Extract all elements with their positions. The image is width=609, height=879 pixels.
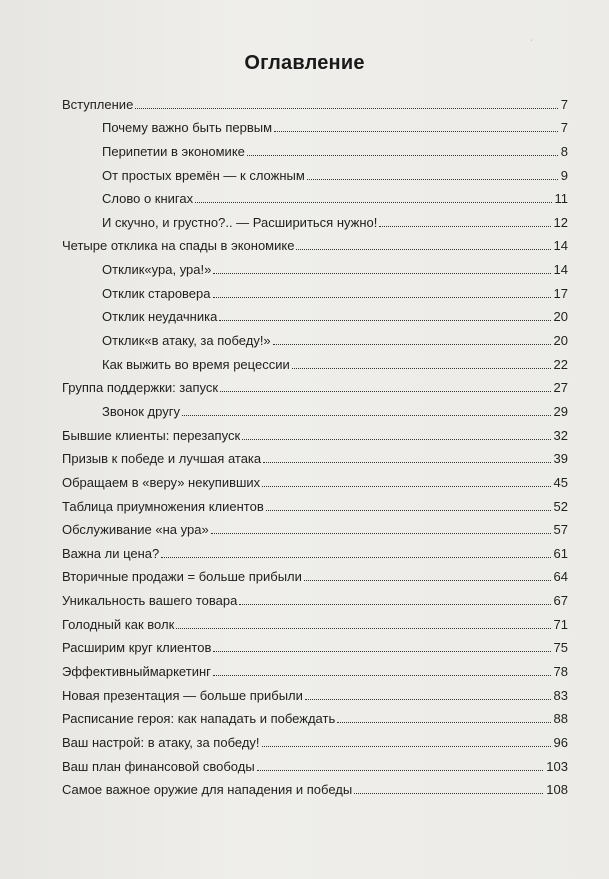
toc-page-number: 29: [553, 403, 568, 419]
toc-entry-label: Слово о книгах: [102, 191, 194, 207]
toc-entry-label: От простых времён — к сложным: [102, 167, 305, 183]
toc-entry-label: Ваш настрой: в атаку, за победу!: [62, 734, 260, 750]
toc-dot-leader: [274, 131, 558, 132]
toc-entry-label: Как выжить во время рецессии: [102, 356, 290, 372]
toc-entry-label: Отклик старовера: [102, 285, 211, 301]
toc-entry-label: Ваш план финансовой свободы: [62, 758, 255, 774]
toc-entry[interactable]: [62, 655, 568, 679]
toc-entry-label: Расписание героя: как нападать и побеждать: [62, 711, 336, 727]
toc-entry-label: Вступление: [62, 96, 134, 112]
toc-page-number: 14: [553, 262, 568, 278]
toc-page-number: 52: [553, 498, 568, 514]
toc-entry[interactable]: [62, 490, 568, 514]
toc-entry-label: Перипетии в экономике: [102, 143, 245, 159]
toc-page-number: 9: [560, 167, 568, 183]
toc-entry[interactable]: [62, 750, 568, 774]
toc-dot-leader: [257, 770, 544, 771]
toc-page-number: 96: [553, 734, 568, 750]
toc-page-number: 108: [546, 782, 568, 798]
toc-entry[interactable]: [62, 774, 568, 798]
toc-entry-label: Таблица приумножения клиентов: [62, 498, 264, 514]
toc-page-number: 20: [553, 333, 568, 349]
toc-dot-leader: [213, 675, 551, 676]
toc-page-number: 14: [553, 238, 568, 254]
toc-entry[interactable]: [62, 230, 568, 254]
toc-dot-leader: [307, 179, 558, 180]
toc-entry[interactable]: [62, 703, 568, 727]
toc-subentry[interactable]: [62, 159, 568, 183]
toc-dot-leader: [213, 297, 551, 298]
toc-page-number: 67: [553, 593, 568, 609]
toc-page-number: 75: [553, 640, 568, 656]
toc-entry[interactable]: [62, 679, 568, 703]
toc-page-number: 103: [546, 758, 568, 774]
toc-entry-label: Новая презентация — больше прибыли: [62, 687, 303, 703]
toc-page-number: 71: [553, 616, 568, 632]
toc-entry-label: И скучно, и грустно?.. — Расшириться нужно!: [102, 214, 378, 230]
toc-entry[interactable]: [62, 88, 568, 112]
toc-dot-leader: [337, 722, 550, 723]
toc-entry[interactable]: [62, 372, 568, 396]
toc-subentry[interactable]: [62, 277, 568, 301]
toc-dot-leader: [292, 368, 551, 369]
toc-page-number: 57: [553, 522, 568, 538]
toc-entry-label: Уникальность вашего товара: [62, 593, 238, 609]
toc-dot-leader: [219, 320, 550, 321]
toc-dot-leader: [213, 273, 550, 274]
toc-page-number: 88: [553, 711, 568, 727]
toc-entry[interactable]: [62, 632, 568, 656]
page-title: Оглавление: [244, 52, 365, 74]
toc-dot-leader: [304, 580, 551, 581]
toc-dot-leader: [213, 651, 550, 652]
toc-dot-leader: [247, 155, 558, 156]
toc-entry[interactable]: [62, 443, 568, 467]
toc-dot-leader: [182, 415, 551, 416]
toc-subentry[interactable]: [62, 301, 568, 325]
toc-entry-label: Отклик«ура, ура!»: [102, 262, 212, 278]
toc-entry[interactable]: [62, 419, 568, 443]
toc-page-number: 27: [553, 380, 568, 396]
toc-entry-label: Вторичные продажи = больше прибыли: [62, 569, 302, 585]
toc-dot-leader: [242, 439, 550, 440]
toc-page-number: 83: [553, 687, 568, 703]
toc-page-number: 20: [553, 309, 568, 325]
toc-entry-label: Обслуживание «на ура»: [62, 522, 209, 538]
toc-dot-leader: [305, 699, 551, 700]
toc-page-number: 78: [553, 664, 568, 680]
toc-page-number: 7: [560, 96, 568, 112]
toc-dot-leader: [262, 746, 551, 747]
toc-subentry[interactable]: [62, 348, 568, 372]
toc-entry[interactable]: [62, 608, 568, 632]
toc-dot-leader: [220, 391, 550, 392]
toc-entry-label: Отклик«в атаку, за победу!»: [102, 333, 271, 349]
toc-dot-leader: [296, 249, 550, 250]
toc-dot-leader: [195, 202, 551, 203]
toc-subentry[interactable]: [62, 253, 568, 277]
toc-entry[interactable]: [62, 561, 568, 585]
toc-dot-leader: [211, 533, 551, 534]
toc-page-number: 61: [553, 545, 568, 561]
toc-entry[interactable]: [62, 584, 568, 608]
toc-entry-label: Группа поддержки: запуск: [62, 380, 219, 396]
toc-entry-label: Расширим круг клиентов: [62, 640, 212, 656]
toc-page-number: 22: [553, 356, 568, 372]
page-corner-mark: ˈ: [530, 38, 533, 48]
toc-entry-label: Почему важно быть первым: [102, 120, 273, 136]
toc-entry-label: Звонок другу: [102, 403, 180, 419]
toc-subentry[interactable]: [62, 324, 568, 348]
toc-dot-leader: [262, 486, 550, 487]
toc-entry-label: Эффективныймаркетинг: [62, 664, 211, 680]
toc-page-number: 17: [553, 285, 568, 301]
toc-entry-label: Самое важное оружие для нападения и победы: [62, 782, 353, 798]
toc-dot-leader: [239, 604, 550, 605]
toc-entry-label: Четыре отклика на спады в экономике: [62, 238, 295, 254]
toc-entry-label: Голодный как волк: [62, 616, 175, 632]
toc-page-number: 39: [553, 451, 568, 467]
toc-dot-leader: [263, 462, 550, 463]
toc-entry[interactable]: [62, 537, 568, 561]
toc-entry-label: Важна ли цена?: [62, 545, 160, 561]
toc-entry[interactable]: [62, 466, 568, 490]
toc-entry-label: Обращаем в «веру» некупивших: [62, 474, 261, 490]
toc-dot-leader: [266, 510, 551, 511]
toc-dot-leader: [176, 628, 550, 629]
toc-page-number: 8: [560, 143, 568, 159]
toc-page-number: 11: [554, 191, 568, 207]
toc-subentry[interactable]: [62, 112, 568, 136]
toc-page-number: 32: [553, 427, 568, 443]
toc-entry-label: Отклик неудачника: [102, 309, 218, 325]
toc-entry-label: Бывшие клиенты: перезапуск: [62, 427, 241, 443]
toc-dot-leader: [135, 108, 557, 109]
toc-dot-leader: [354, 793, 543, 794]
toc-page-number: 45: [553, 474, 568, 490]
toc-subentry[interactable]: [62, 183, 568, 207]
toc-dot-leader: [161, 557, 550, 558]
toc-subentry[interactable]: [62, 395, 568, 419]
toc-dot-leader: [379, 226, 550, 227]
toc-page-number: 64: [553, 569, 568, 585]
toc-subentry[interactable]: [62, 206, 568, 230]
toc-subentry[interactable]: [62, 135, 568, 159]
toc-entry[interactable]: [62, 514, 568, 538]
toc-dot-leader: [273, 344, 551, 345]
table-of-contents: [62, 88, 568, 797]
toc-page-number: 12: [553, 214, 568, 230]
toc-entry[interactable]: [62, 726, 568, 750]
toc-entry-label: Призыв к победе и лучшая атака: [62, 451, 262, 467]
toc-page-number: 7: [560, 120, 568, 136]
